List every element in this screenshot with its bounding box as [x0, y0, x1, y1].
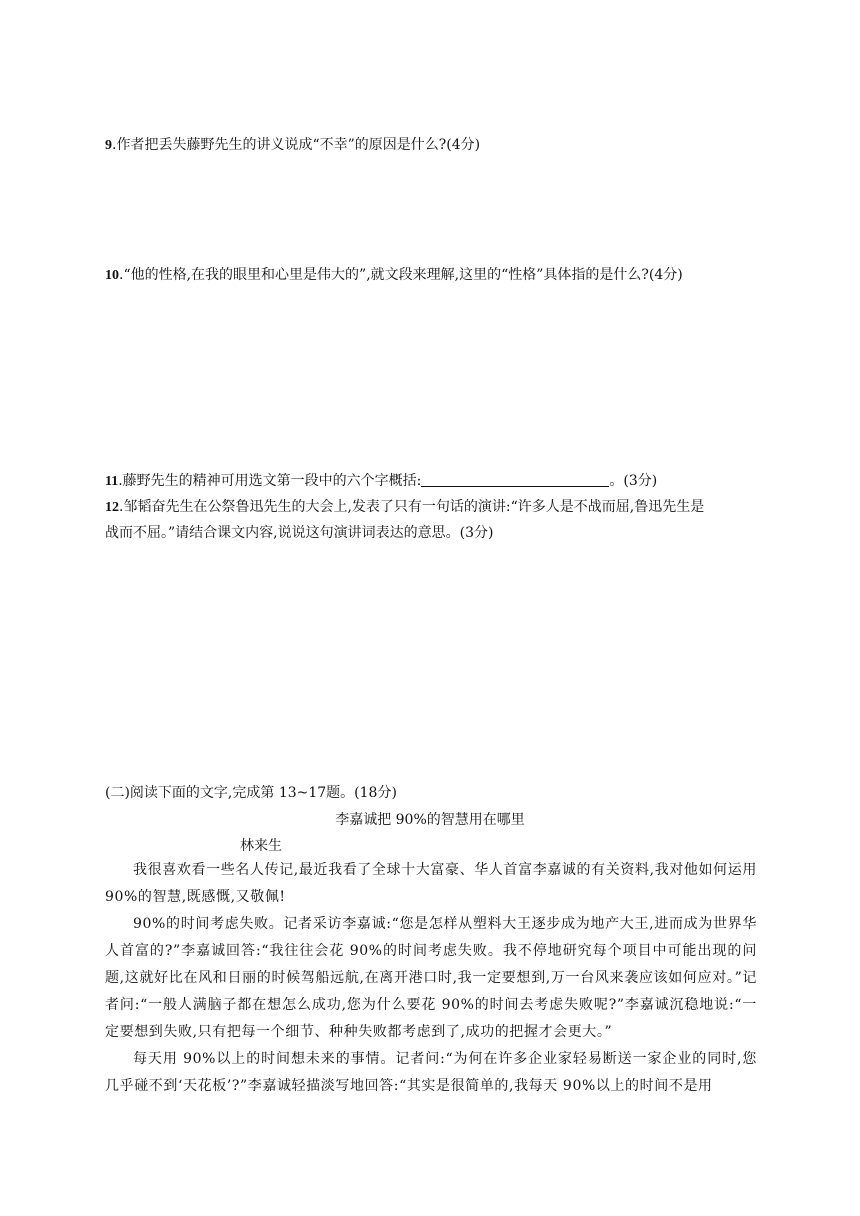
question-text: .“他的性格,在我的眼里和心里是伟大的”,就文段来理解,这里的“性格”具体指的是什么?(4分)	[119, 267, 683, 283]
article-paragraph: 我很喜欢看一些名人传记,最近我看了全球十大富豪、华人首富李嘉诚的有关资料,我对他如何运用 90%的智慧,既感慨,又敬佩!	[105, 862, 757, 905]
question-number: 12	[105, 500, 119, 515]
question-9	[105, 135, 480, 156]
question-text-end: 。(3分)	[609, 473, 658, 489]
question-number: 11	[105, 474, 119, 489]
question-text: .作者把丢失藤野先生的讲义说成“不幸”的原因是什么?(4分)	[112, 137, 481, 153]
question-12	[105, 497, 704, 518]
section-heading: (二)阅读下面的文字,完成第 13~17题。(18分)	[105, 785, 397, 801]
question-11	[105, 471, 657, 492]
question-12-continued	[105, 523, 493, 543]
article-paragraph: 90%的时间考虑失败。记者采访李嘉诚:“您是怎样从塑料大王逐步成为地产大王,进而成为世界华人首富的?”李嘉诚回答:“我往往会花 90%的时间考虑失败。我不停地研究每个项目中可能出现的问题,这就好比在风和日丽的时候驾船远航,在离开港口时,我一定要想到,万一台风来袭应该如何应对。”记者问:“一般人满脑子都在想怎么成功,您为什么要花 90%的时间去考虑失败呢?”李嘉诚沉稳地说:“一定要想到失败,只有把每一个细节、种种失败都考虑到了,成功的把握才会更大。”	[105, 916, 757, 1040]
question-text-line1: .邹韬奋先生在公祭鲁迅先生的大会上,发表了只有一句话的演讲:“许多人是不战而屈,鲁迅先生是	[119, 499, 705, 515]
answer-blank[interactable]	[421, 472, 609, 487]
question-text: .藤野先生的精神可用选文第一段中的六个字概括:	[118, 473, 422, 489]
article-paragraph: 每天用 90%以上的时间想未来的事情。记者问:“为何在许多企业家轻易断送一家企业的同时,您几乎碰不到‘天花板’?”李嘉诚轻描淡写地回答:“其实是很简单的,我每天 90%以上的时间不是用	[105, 1051, 757, 1094]
question-text-line2: 战而不屈。”请结合课文内容,说说这句演讲词表达的意思。(3分)	[105, 525, 494, 541]
article-title: 李嘉诚把 90%的智慧用在哪里	[335, 812, 525, 828]
question-10	[105, 265, 683, 286]
question-number: 10	[105, 268, 119, 283]
article-author: 林来生	[240, 838, 282, 854]
question-number: 9	[105, 138, 112, 153]
